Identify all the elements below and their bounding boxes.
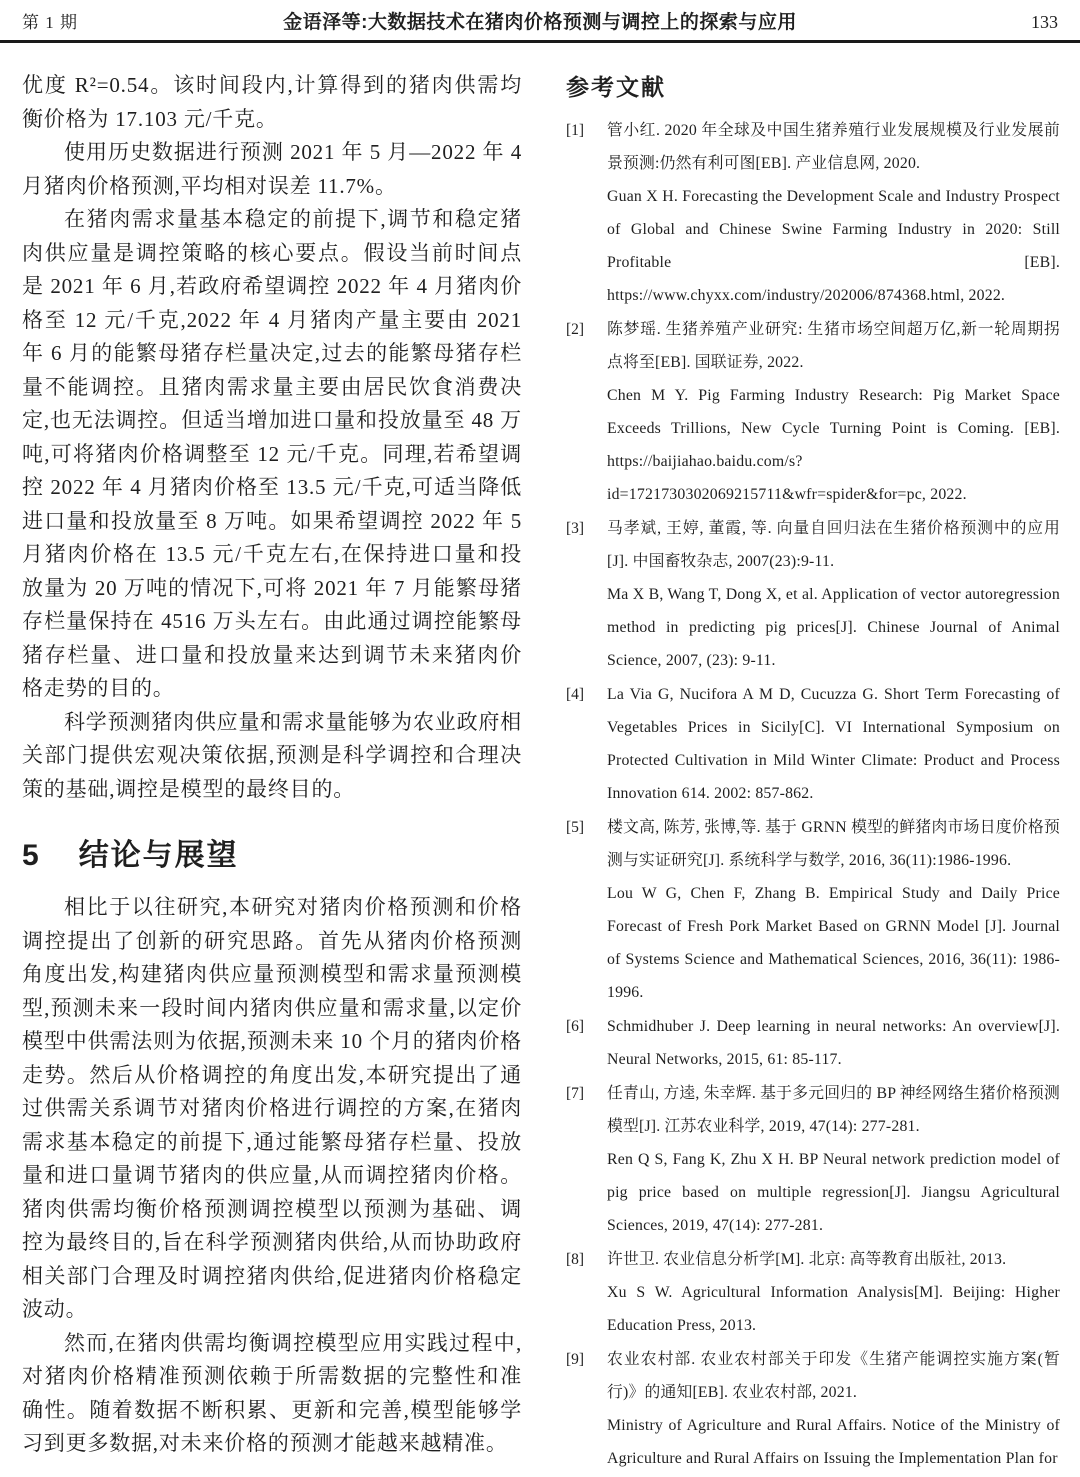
paragraph: 在猪肉需求量基本稳定的前提下,调节和稳定猪肉供应量是调控策略的核心要点。假设当前时间点是 2021 年 6 月,若政府希望调控 2022 年 4 月猪肉价格至 12 元/千克,2022 年 4 月猪肉产量主要由 2021 年 6 月的能繁母猪存栏量决定,过去的能繁母猪存栏量不能调控。且猪肉需求量主要由居民饮食消费决定,也无法调控。但适当增加进口量和投放量至 48 万吨,可将猪肉价格调整至 12 元/千克。同理,若希望调控 2022 年 4 月猪肉价格至 13.5 元/千克,可适当降低进口量和投放量至 8 万吨。如果希望调控 2022 年 5 月猪肉价格在 13.5 元/千克左右,在保持进口量和投放量为 20 万吨的情况下,可将 2021 年 7 月能繁母猪存栏量保持在 4516 万头左右。由此通过调控能繁母猪存栏量、进口量和投放量来达到调节未来猪肉价格走势的目的。 xyxy=(22,207,522,700)
reference-text-primary: 农业农村部. 农业农村部关于印发《生猪产能调控实施方案(暂行)》的通知[EB]. 农业农村部, 2021. xyxy=(607,1351,1060,1401)
running-title: 金语泽等:大数据技术在猪肉价格预测与调控上的探索与应用 xyxy=(283,12,797,33)
reference-body xyxy=(607,114,1060,312)
paragraph: 然而,在猪肉供需均衡调控模型应用实践过程中,对猪肉价格精准预测依赖于所需数据的完整性和准确性。随着数据不断积累、更新和完善,模型能够学习到更多数据,对未来价格的预测才能越来越精准。 xyxy=(22,1330,522,1455)
section-title: 结论与展望 xyxy=(78,839,239,872)
reference-item xyxy=(566,1077,1060,1242)
page-content xyxy=(0,43,1080,1476)
reference-body xyxy=(607,1243,1060,1342)
reference-text-primary: 陈梦瑶. 生猪养殖产业研究: 生猪市场空间超万亿,新一轮周期拐点将至[EB]. 国联证券, 2022. xyxy=(607,321,1060,371)
references-heading: 参考文献 xyxy=(566,74,666,100)
reference-body xyxy=(607,1343,1060,1475)
reference-label: [1] xyxy=(566,122,585,139)
section-number: 5 xyxy=(22,839,41,872)
page-header xyxy=(0,0,1080,43)
reference-body xyxy=(607,1010,1060,1076)
reference-label: [8] xyxy=(566,1251,585,1268)
reference-text-translation: Guan X H. Forecasting the Development Scale and Industry Prospect of Global and Chinese Swine Farming Industry in 2020: Still Profitable [EB]. https://www.chyxx.com/industry/202006/874368.html, 2022. xyxy=(607,188,1060,304)
reference-item xyxy=(566,1243,1060,1342)
reference-text-translation: Lou W G, Chen F, Zhang B. Empirical Study and Daily Price Forecast of Fresh Pork Market Based on GRNN Model [J]. Journal of Systems Science and Mathematical Sciences, 2016, 36(11): 1986-1996. xyxy=(607,885,1060,1001)
reference-body xyxy=(607,1077,1060,1242)
reference-text-primary: La Via G, Nucifora A M D, Cucuzza G. Short Term Forecasting of Vegetables Prices in Sicily[C]. VI International Symposium on Protected Cultivation in Mild Winter Climate: Product and Process Innovation 614. 2002: 857-862. xyxy=(607,686,1060,802)
reference-label: [2] xyxy=(566,321,585,338)
paragraph: 相比于以往研究,本研究对猪肉价格预测和价格调控提出了创新的研究思路。首先从猪肉价格预测角度出发,构建猪肉供应量预测模型和需求量预测模型,预测未来一段时间内猪肉供应量和需求量,以定价模型中供需法则为依据,预测未来 10 个月的猪肉价格走势。然后从价格调控的角度出发,本研究提出了通过供需关系调节对猪肉价格进行调控的方案,在猪肉需求基本稳定的前提下,通过能繁母猪存栏量、投放量和进口量调节猪肉的供应量,从而调控猪肉价格。猪肉供需均衡价格预测调控模型以预测为基础、调控为最终目的,旨在科学预测猪肉供给,从而协助政府相关部门合理及时调控猪肉供给,促进猪肉价格稳定波动。 xyxy=(22,895,522,1321)
reference-body xyxy=(607,678,1060,810)
reference-item xyxy=(566,313,1060,511)
page-number: 133 xyxy=(1031,12,1058,32)
right-column xyxy=(566,69,1060,1476)
reference-body xyxy=(607,313,1060,511)
paragraph: 科学预测猪肉供应量和需求量能够为农业政府相关部门提供宏观决策依据,预测是科学调控和合理决策的基础,调控是模型的最终目的。 xyxy=(22,709,522,801)
reference-text-primary: 许世卫. 农业信息分析学[M]. 北京: 高等教育出版社, 2013. xyxy=(607,1251,1007,1268)
reference-label: [4] xyxy=(566,686,585,703)
reference-label: [6] xyxy=(566,1018,585,1035)
reference-text-translation: Ministry of Agriculture and Rural Affairs. Notice of the Ministry of Agriculture and Rural Affairs on Issuing the Implementation Plan for xyxy=(607,1417,1060,1467)
reference-item xyxy=(566,1010,1060,1076)
issue-label: 第 1 期 xyxy=(22,13,78,32)
reference-label: [3] xyxy=(566,520,585,537)
reference-text-primary: Schmidhuber J. Deep learning in neural networks: An overview[J]. Neural Networks, 2015, 61: 85-117. xyxy=(607,1018,1060,1068)
reference-item xyxy=(566,114,1060,312)
reference-label: [5] xyxy=(566,819,585,836)
reference-text-translation: Xu S W. Agricultural Information Analysis[M]. Beijing: Higher Education Press, 2013. xyxy=(607,1284,1060,1334)
reference-text-translation: Ren Q S, Fang K, Zhu X H. BP Neural network prediction model of pig price based on multiple regression[J]. Jiangsu Agricultural Sciences, 2019, 47(14): 277-281. xyxy=(607,1151,1060,1234)
paragraph: 使用历史数据进行预测 2021 年 5 月—2022 年 4 月猪肉价格预测,平均相对误差 11.7%。 xyxy=(22,140,522,198)
reference-text-translation: Chen M Y. Pig Farming Industry Research: Pig Market Space Exceeds Trillions, New Cycle Turning Point is Coming. [EB]. https://baijiahao.baidu.com/s?id=1721730302069215711&wfr=spider&for=pc, 2022. xyxy=(607,387,1060,503)
reference-body xyxy=(607,811,1060,1009)
reference-text-primary: 管小红. 2020 年全球及中国生猪养殖行业发展规模及行业发展前景预测:仍然有利可图[EB]. 产业信息网, 2020. xyxy=(607,122,1060,172)
reference-text-primary: 任青山, 方逵, 朱幸辉. 基于多元回归的 BP 神经网络生猪价格预测模型[J]. 江苏农业科学, 2019, 47(14): 277-281. xyxy=(607,1085,1060,1135)
reference-label: [9] xyxy=(566,1351,585,1368)
left-column xyxy=(22,69,522,1476)
section-heading xyxy=(22,830,522,874)
reference-item xyxy=(566,512,1060,677)
reference-label: [7] xyxy=(566,1085,585,1102)
reference-body xyxy=(607,512,1060,677)
paragraph: 优度 R²=0.54。该时间段内,计算得到的猪肉供需均衡价格为 17.103 元/千克。 xyxy=(22,73,522,131)
reference-text-translation: Ma X B, Wang T, Dong X, et al. Application of vector autoregression method in predicting pig prices[J]. Chinese Journal of Animal Science, 2007, (23): 9-11. xyxy=(607,586,1060,669)
reference-text-primary: 马孝斌, 王婷, 董霞, 等. 向量自回归法在生猪价格预测中的应用[J]. 中国畜牧杂志, 2007(23):9-11. xyxy=(607,520,1060,570)
reference-item xyxy=(566,678,1060,810)
reference-item xyxy=(566,811,1060,1009)
reference-text-primary: 楼文高, 陈芳, 张博,等. 基于 GRNN 模型的鲜猪肉市场日度价格预测与实证研究[J]. 系统科学与数学, 2016, 36(11):1986-1996. xyxy=(607,819,1060,869)
reference-item xyxy=(566,1343,1060,1475)
